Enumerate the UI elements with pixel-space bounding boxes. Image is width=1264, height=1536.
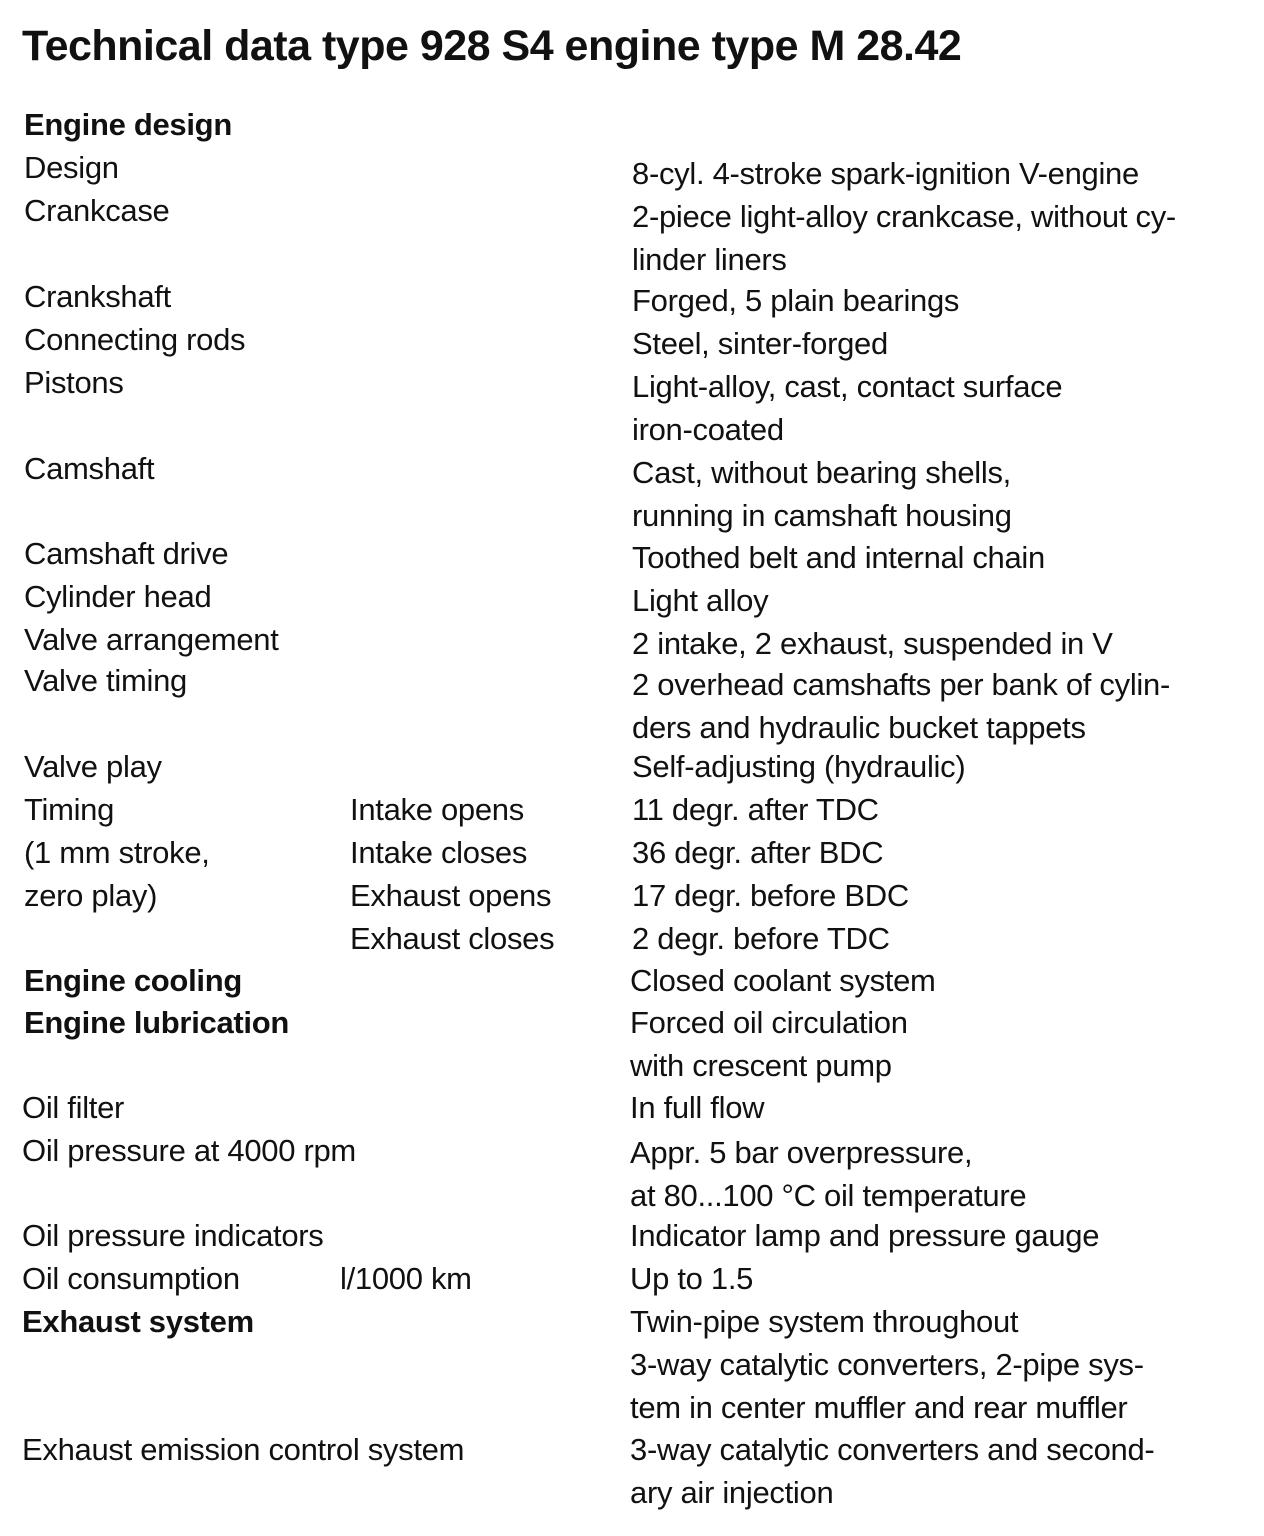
- spec-label: Connecting rods: [24, 322, 246, 357]
- spec-row-camshaft-drive: [0, 532, 1264, 575]
- spec-row-oil-pressure-indicators: [0, 1214, 1264, 1254]
- spec-label: Oil filter: [22, 1090, 125, 1125]
- spec-value-line: Light alloy: [632, 583, 769, 618]
- spec-value: [630, 1257, 753, 1300]
- spec-value-line: 8-cyl. 4-stroke spark-ignition V-engine: [632, 156, 1139, 191]
- timing-label: (1 mm stroke,: [24, 835, 210, 870]
- spec-label: Cylinder head: [24, 579, 212, 614]
- spec-label: Pistons: [24, 365, 124, 400]
- spec-value-line: Forged, 5 plain bearings: [632, 283, 960, 318]
- spec-value: [630, 1086, 764, 1129]
- spec-label: Oil pressure at 4000 rpm: [22, 1133, 356, 1168]
- spec-value-line: Appr. 5 bar overpressure,: [630, 1135, 973, 1170]
- timing-label: zero play): [24, 878, 158, 913]
- spec-value: [632, 663, 1170, 749]
- spec-value-line: at 80...100 °C oil temperature: [630, 1178, 1027, 1213]
- timing-row-3: [0, 874, 1264, 914]
- spec-unit: l/1000 km: [340, 1261, 472, 1296]
- section-heading: Engine lubrication: [24, 1005, 290, 1040]
- section-engine-cooling: [0, 959, 1264, 999]
- spec-value: [630, 1428, 1154, 1514]
- timing-event: Intake closes: [350, 835, 528, 870]
- section-heading: Engine design: [24, 107, 232, 142]
- spec-value-line: iron-coated: [632, 412, 784, 447]
- spec-label: Crankcase: [24, 193, 170, 228]
- spec-row-connecting-rods: [0, 318, 1264, 361]
- spec-value: [630, 1131, 1026, 1217]
- spec-row-crankshaft: [0, 275, 1264, 318]
- spec-label: Camshaft: [24, 451, 155, 486]
- timing-label: Timing: [24, 792, 115, 827]
- spec-value-line: Cast, without bearing shells,: [632, 455, 1011, 490]
- spec-value: [632, 195, 1176, 281]
- spec-label: Valve timing: [24, 663, 187, 698]
- page-title: Technical data type 928 S4 engine type M 28.42: [22, 22, 962, 70]
- timing-row-1: [0, 788, 1264, 828]
- timing-event: Exhaust opens: [350, 878, 552, 913]
- spec-row-cylinder-head: [0, 575, 1264, 618]
- spec-label: Valve play: [24, 749, 162, 784]
- spec-value-line: with crescent pump: [630, 1048, 892, 1083]
- spec-row-pistons: [0, 361, 1264, 447]
- spec-value-line: 2 intake, 2 exhaust, suspended in V: [632, 626, 1113, 661]
- spec-value: [632, 279, 959, 322]
- spec-row-exhaust-emission: [0, 1428, 1264, 1510]
- section-engine-design: [0, 103, 1264, 143]
- timing-value: 36 degr. after BDC: [632, 835, 884, 870]
- spec-label: Exhaust emission control system: [22, 1432, 465, 1467]
- spec-value-line: Steel, sinter-forged: [632, 326, 888, 361]
- spec-value-line: Indicator lamp and pressure gauge: [630, 1218, 1100, 1253]
- spec-value: [632, 579, 768, 622]
- spec-row-valve-play: [0, 745, 1264, 785]
- spec-row-oil-filter: [0, 1086, 1264, 1126]
- spec-value-line: tem in center muffler and rear muffler: [630, 1390, 1128, 1425]
- spec-value: [630, 1300, 1144, 1429]
- spec-row-valve-timing: [0, 659, 1264, 745]
- timing-row-2: [0, 831, 1264, 871]
- spec-value: [632, 365, 1062, 451]
- spec-value: [630, 959, 936, 1002]
- spec-value-line: Toothed belt and internal chain: [632, 540, 1045, 575]
- spec-row-oil-consumption: [0, 1257, 1264, 1297]
- spec-value: [632, 322, 888, 365]
- section-heading: Engine cooling: [24, 963, 242, 998]
- spec-label: Design: [24, 150, 119, 185]
- spec-value-line: 2 overhead camshafts per bank of cylin-: [632, 667, 1170, 702]
- timing-value: 17 degr. before BDC: [632, 878, 909, 913]
- timing-value: 2 degr. before TDC: [632, 921, 890, 956]
- spec-value: [632, 745, 965, 788]
- spec-row-design: [0, 146, 1264, 191]
- spec-value-line: ary air injection: [630, 1475, 834, 1510]
- timing-value: 11 degr. after TDC: [632, 792, 879, 827]
- spec-row-oil-pressure: [0, 1129, 1264, 1213]
- spec-label: Oil consumption: [22, 1261, 240, 1296]
- spec-value-line: In full flow: [630, 1090, 765, 1125]
- spec-value: [632, 451, 1012, 537]
- spec-value-line: Self-adjusting (hydraulic): [632, 749, 966, 784]
- spec-value-line: running in camshaft housing: [632, 498, 1012, 533]
- spec-value-line: Twin-pipe system throughout: [630, 1304, 1019, 1339]
- spec-value-line: 3-way catalytic converters, 2-pipe sys-: [630, 1347, 1144, 1382]
- spec-label: Crankshaft: [24, 279, 171, 314]
- spec-label: Valve arrangement: [24, 622, 279, 657]
- section-exhaust-system: [0, 1300, 1264, 1425]
- spec-label: Camshaft drive: [24, 536, 229, 571]
- spec-value-line: Light-alloy, cast, contact surface: [632, 369, 1063, 404]
- timing-row-4: [0, 917, 1264, 957]
- spec-value: [630, 1001, 908, 1087]
- spec-value-line: Forced oil circulation: [630, 1005, 908, 1040]
- spec-value-line: Closed coolant system: [630, 963, 936, 998]
- timing-event: Intake opens: [350, 792, 524, 827]
- section-engine-lubrication: [0, 1001, 1264, 1083]
- spec-row-crankcase: [0, 189, 1264, 277]
- spec-value: [630, 1214, 1099, 1257]
- spec-value-line: Up to 1.5: [630, 1261, 754, 1296]
- spec-value: [632, 536, 1045, 579]
- spec-row-valve-arrangement: [0, 618, 1264, 661]
- spec-row-camshaft: [0, 447, 1264, 533]
- spec-value-line: 2-piece light-alloy crankcase, without cy-: [632, 199, 1176, 234]
- spec-value-line: linder liners: [632, 242, 787, 277]
- section-heading: Exhaust system: [22, 1304, 254, 1339]
- spec-value-line: ders and hydraulic bucket tappets: [632, 710, 1086, 745]
- spec-value-line: 3-way catalytic converters and second-: [630, 1432, 1155, 1467]
- timing-event: Exhaust closes: [350, 921, 555, 956]
- spec-label: Oil pressure indicators: [22, 1218, 324, 1253]
